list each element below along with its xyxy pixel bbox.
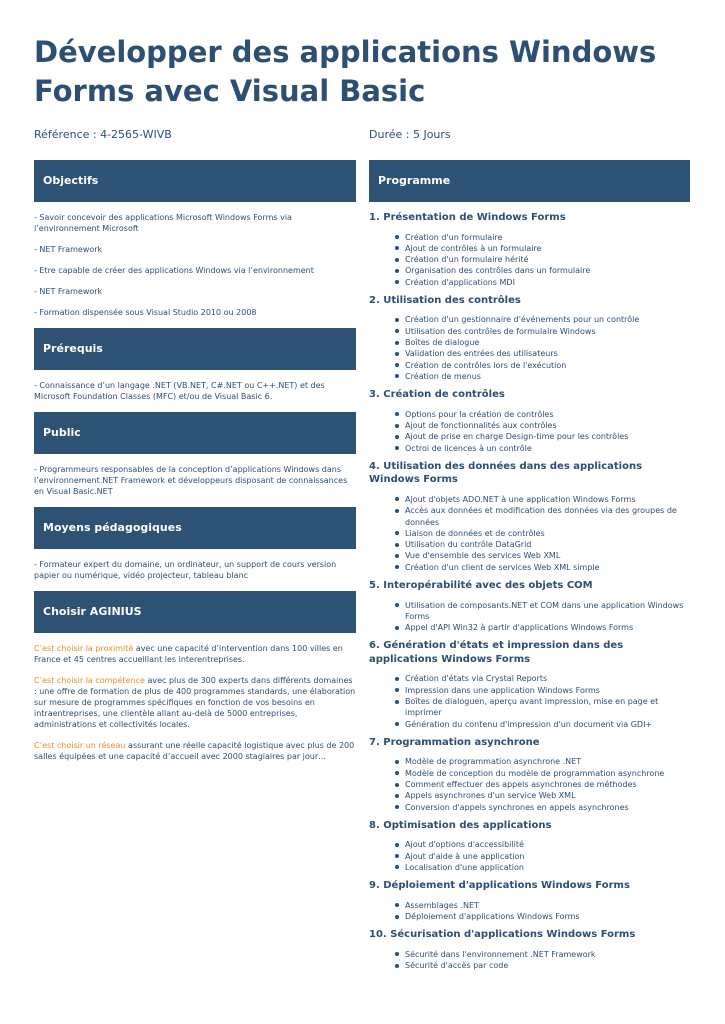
programme-item: Organisation des contrôles dans un formulaire xyxy=(369,265,690,276)
programme-section xyxy=(369,879,690,922)
programme-item: Ajout d'objets ADO.NET à une application Windows Forms xyxy=(369,494,690,505)
objectifs-heading: Objectifs xyxy=(34,160,356,202)
objectif-item: - Etre capable de créer des applications Windows via l’environnement xyxy=(34,266,314,275)
aginius-highlight: C’est choisir un réseau xyxy=(34,741,126,750)
aginius-highlight: C’est choisir la compétence xyxy=(34,676,145,685)
objectif-item: - NET Framework xyxy=(34,287,103,296)
programme-section-title: 3. Création de contrôles xyxy=(369,389,505,401)
aginius-paragraph xyxy=(34,740,356,762)
programme-item: Modèle de conception du modèle de programmation asynchrone xyxy=(369,768,690,779)
programme-item: Localisation d'une application xyxy=(369,862,690,873)
programme-item: Création d'un formulaire hérité xyxy=(369,254,690,265)
programme-section-title: 8. Optimisation des applications xyxy=(369,819,552,831)
objectif-item: - Savoir concevoir des applications Microsoft Windows Forms via l’environnement Microsoft xyxy=(34,213,292,233)
objectif-item: - NET Framework xyxy=(34,245,103,254)
aginius-text: avec une capacité d’intervention dans 100 villes en France et 45 centres accueillant les interentreprises. xyxy=(34,644,343,664)
public-heading: Public xyxy=(34,412,356,454)
prerequis-text: - Connaissance d’un langage .NET (VB.NET, C#.NET ou C++.NET) et des Microsoft Foundation Classes (MFC) et/ou de Visual Basic 6. xyxy=(34,381,325,401)
programme-item: Création d'un client de services Web XML simple xyxy=(369,562,690,573)
programme-item: Comment effectuer des appels asynchrones de méthodes xyxy=(369,779,690,790)
programme-item: Liaison de données et de contrôles xyxy=(369,528,690,539)
programme-item-list xyxy=(369,232,690,288)
programme-section xyxy=(369,460,690,573)
programme-item: Ajout d'aide à une application xyxy=(369,851,690,862)
programme-item: Octroi de licences à un contrôle xyxy=(369,443,690,454)
moyens-text: - Formateur expert du domaine, un ordinateur, un support de cours version papier ou numérique, vidéo projecteur, tableau blanc xyxy=(34,560,337,580)
page-title: Développer des applications Windows Forms avec Visual Basic xyxy=(34,35,657,108)
programme-item-list xyxy=(369,409,690,454)
programme-item: Génération du contenu d'impression d'un document via GDI+ xyxy=(369,719,690,730)
programme-item: Validation des entrées des utilisateurs xyxy=(369,348,690,359)
prerequis-heading: Prérequis xyxy=(34,328,356,370)
programme-item-list xyxy=(369,839,690,873)
aginius-body xyxy=(34,633,356,762)
programme-item: Création de menus xyxy=(369,371,690,382)
programme-item: Vue d'ensemble des services Web XML xyxy=(369,550,690,561)
programme-section xyxy=(369,736,690,813)
programme-section xyxy=(369,211,690,288)
programme-item: Accès aux données et modification des données via des groupes de données xyxy=(369,505,690,528)
programme-section xyxy=(369,928,690,971)
right-column xyxy=(369,160,690,977)
programme-section-title: 4. Utilisation des données dans des applications Windows Forms xyxy=(369,460,643,486)
programme-item-list xyxy=(369,673,690,729)
programme-item: Options pour la création de contrôles xyxy=(369,409,690,420)
programme-item: Création d'états via Crystal Reports xyxy=(369,673,690,684)
programme-item: Appels asynchrones d'un service Web XML xyxy=(369,790,690,801)
programme-section-title: 2. Utilisation des contrôles xyxy=(369,294,521,306)
objectifs-list xyxy=(34,202,356,318)
programme-item: Ajout de prise en charge Design-time pour les contrôles xyxy=(369,431,690,442)
programme-item: Ajout de contrôles à un formulaire xyxy=(369,243,690,254)
programme-item: Modèle de programmation asynchrone .NET xyxy=(369,756,690,767)
programme-section-title: 9. Déploiement d'applications Windows Forms xyxy=(369,880,630,892)
moyens-heading: Moyens pédagogiques xyxy=(34,507,356,549)
aginius-highlight: C’est choisir la proximité xyxy=(34,644,134,653)
programme-section-title: 1. Présentation de Windows Forms xyxy=(369,212,566,223)
aginius-text: avec plus de 300 experts dans différents domaines : une offre de formation de plus de 400 programmes standards, une élaboration sur mesure de programmes spécifiques en fonction de vos besoins en intraentreprises, une clientèle allant au-delà de 5000 entreprises, administrations et collectivités locales. xyxy=(34,676,356,729)
programme-item: Ajout d'options d'accessibilité xyxy=(369,839,690,850)
programme-section-title: 6. Génération d'états et impression dans des applications Windows Forms xyxy=(369,640,624,665)
programme-section-title: 5. Interopérabilité avec des objets COM xyxy=(369,580,593,592)
programme-section xyxy=(369,819,690,873)
programme-item: Utilisation du contrôle DataGrid xyxy=(369,539,690,550)
programme-item-list xyxy=(369,314,690,382)
public-text: - Programmeurs responsables de la conception d’applications Windows dans l’environnement.NET Framework et développeurs disposant de connaissances en Visual Basic.NET xyxy=(34,465,348,496)
reference-text: Référence : 4-2565-WIVB xyxy=(34,128,172,141)
programme-item: Utilisation de composants.NET et COM dans une application Windows Forms xyxy=(369,600,690,623)
programme-item: Création de contrôles lors de l'exécution xyxy=(369,360,690,371)
aginius-text: assurant une réelle capacité logistique avec plus de 200 salles équipées et une capacité d’accueil avec 2000 stagiaires par jour… xyxy=(34,741,355,761)
programme-item-list xyxy=(369,900,690,923)
programme-item: Sécurité dans l'environnement .NET Framework xyxy=(369,949,690,960)
programme-section-title: 7. Programmation asynchrone xyxy=(369,736,540,748)
programme-item-list xyxy=(369,949,690,972)
objectif-item: - Formation dispensée sous Visual Studio 2010 ou 2008 xyxy=(34,308,257,317)
aginius-paragraph xyxy=(34,675,356,730)
programme-section xyxy=(369,294,690,382)
aginius-paragraph xyxy=(34,643,356,665)
programme-section xyxy=(369,388,690,454)
programme-item-list xyxy=(369,600,690,634)
programme-item: Conversion d'appels synchrones en appels asynchrones xyxy=(369,802,690,813)
programme-section xyxy=(369,639,690,729)
programme-item: Assemblages .NET xyxy=(369,900,690,911)
programme-item: Impression dans une application Windows Forms xyxy=(369,685,690,696)
duration-text: Durée : 5 Jours xyxy=(369,128,451,141)
programme-item: Création d'un formulaire xyxy=(369,232,690,243)
left-column xyxy=(34,160,356,762)
programme-item-list xyxy=(369,494,690,573)
programme-item: Boîtes de dialoguen, aperçu avant impression, mise en page et imprimer xyxy=(369,696,690,719)
programme-item: Utilisation des contrôles de formulaire Windows xyxy=(369,326,690,337)
programme-section xyxy=(369,579,690,633)
programme-heading: Programme xyxy=(369,160,690,202)
programme-sections xyxy=(369,202,690,971)
programme-item-list xyxy=(369,756,690,812)
programme-item: Création d'applications MDI xyxy=(369,277,690,288)
aginius-heading: Choisir AGINIUS xyxy=(34,591,356,633)
programme-item: Déploiement d'applications Windows Forms xyxy=(369,911,690,922)
programme-item: Ajout de fonctionnalités aux contrôles xyxy=(369,420,690,431)
programme-item: Création d'un gestionnaire d'événements pour un contrôle xyxy=(369,314,690,325)
programme-section-title: 10. Sécurisation d'applications Windows Forms xyxy=(369,929,636,941)
programme-item: Appel d'API Win32 à partir d'applications Windows Forms xyxy=(369,622,690,633)
programme-item: Sécurité d'accès par code xyxy=(369,960,690,971)
programme-item: Boîtes de dialogue xyxy=(369,337,690,348)
